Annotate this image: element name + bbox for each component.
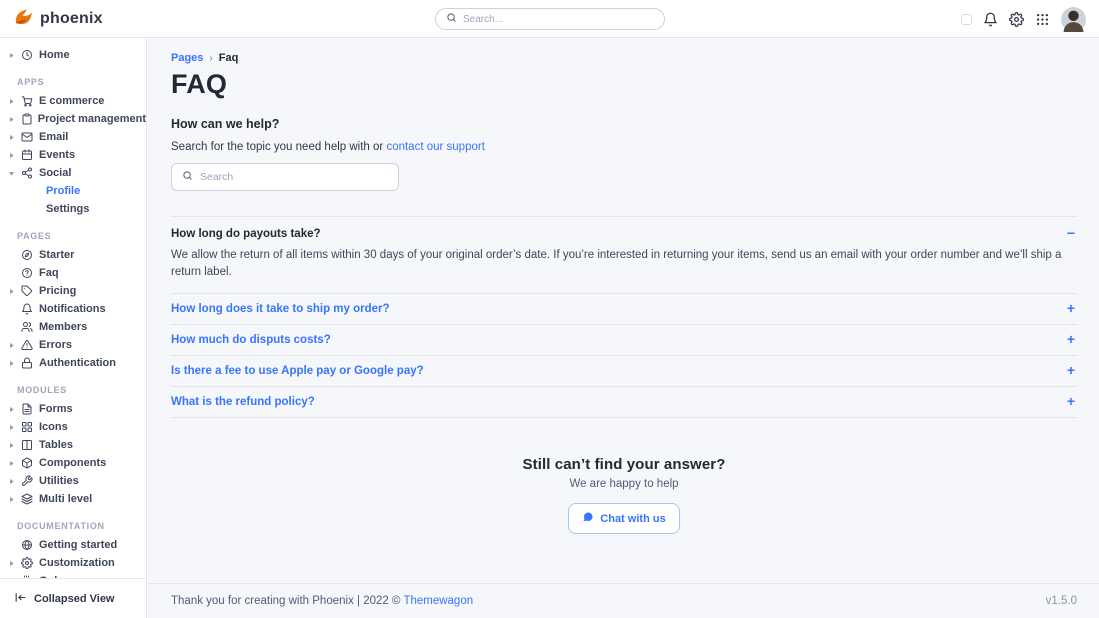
sidebar-item-label: Utilities [39,475,79,487]
faq-question[interactable]: How much do disputs costs? [171,334,331,347]
chat-button-label: Chat with us [600,512,666,525]
sidebar-section-label-apps: APPS [17,77,45,87]
notifications-bell-icon[interactable] [983,12,998,27]
brand-logo[interactable] [0,6,103,32]
faq-question[interactable]: What is the refund policy? [171,396,315,409]
sidebar-item-label: Getting started [39,539,118,551]
tool-icon [21,475,34,487]
chevron-right-icon [8,360,16,367]
main-content [148,38,1099,618]
columns-icon [21,439,34,451]
tag-icon [21,285,34,297]
sidebar-item-label: Social [39,167,72,179]
sidebar-item-notifications[interactable] [0,300,146,318]
chevron-right-icon [8,152,16,159]
sidebar-item-members[interactable] [0,318,146,336]
clipboard-icon [21,113,33,125]
users-icon [21,321,34,333]
sidebar-item-multi-level[interactable] [0,490,146,508]
sidebar-item-label: Multi level [39,493,93,505]
bell-icon [21,303,34,315]
sidebar-item-label: Events [39,149,76,161]
chevron-right-icon [8,116,16,123]
collapsed-view-toggle[interactable] [0,578,146,618]
sidebar-item-label: Icons [39,421,68,433]
chevron-right-icon [8,342,16,349]
sidebar-item-utilities[interactable] [0,472,146,490]
sidebar-item-home[interactable] [0,46,146,64]
phoenix-logo-icon [13,6,34,32]
faq-item-how-long-does-it-take-to-ship-my-order-[interactable] [171,294,1077,325]
expand-plus-icon[interactable]: + [1066,393,1075,410]
sidebar-item-label: Email [39,131,69,143]
mail-icon [21,131,34,143]
sidebar-item-label: Errors [39,339,73,351]
search-icon [182,168,193,186]
collapsed-view-label: Collapsed View [34,592,115,605]
collapse-minus-icon[interactable]: − [1066,225,1075,241]
chevron-right-icon [8,424,16,431]
help-text-prefix: Search for the topic you need help with or [171,141,387,153]
help-text [171,141,1077,153]
file-text-icon [21,403,34,415]
chevron-right-icon [8,406,16,413]
help-circle-icon [21,267,34,279]
share-icon [21,167,34,179]
chat-with-us-button[interactable] [568,503,679,534]
top-search-input[interactable] [463,14,654,25]
chevron-right-icon [8,496,16,503]
sidebar-item-faq[interactable] [0,264,146,282]
sidebar-item-label: Authentication [39,357,116,369]
header-actions [961,0,1086,38]
faq-list [171,216,1077,418]
sidebar-item-label: Components [39,457,107,469]
sidebar-item-errors[interactable] [0,336,146,354]
breadcrumb-pages-link[interactable]: Pages [171,52,204,64]
sidebar-item-label: Pricing [39,285,77,297]
faq-item-is-there-a-fee-to-use-apple-pay-or-googl[interactable] [171,356,1077,387]
cta-section [171,456,1077,534]
sidebar-section-label-modules: MODULES [17,385,67,395]
chevron-right-icon [8,134,16,141]
calendar-icon [21,149,34,161]
footer-text [171,595,473,607]
sidebar-item-pricing[interactable] [0,282,146,300]
chevron-right-icon [8,442,16,449]
sidebar-item-email[interactable] [0,128,146,146]
sidebar-item-events[interactable] [0,146,146,164]
faq-item-what-is-the-refund-policy-[interactable] [171,387,1077,418]
sidebar-item-customization[interactable] [0,554,146,572]
sidebar-item-label: Project management [37,113,146,125]
cart-icon [21,95,34,107]
sidebar-item-label: Faq [39,267,59,279]
theme-toggle[interactable] [961,14,972,25]
apps-grid-icon[interactable] [1035,12,1050,27]
sidebar-item-project-management[interactable] [0,110,146,128]
sidebar-item-social[interactable] [0,164,146,182]
layers-icon [21,493,34,505]
help-heading: How can we help? [171,117,280,131]
sidebar-item-e-commerce[interactable] [0,92,146,110]
sidebar-nav [0,38,146,578]
sidebar-item-tables[interactable] [0,436,146,454]
faq-answer: We allow the return of all items within 30 days of your original order’s date. If you’re interested in returning your items, send us an email with your order number and we’ll ship a return label. [171,249,1062,278]
chevron-right-icon [8,560,16,567]
faq-item-how-long-do-payouts-take-[interactable] [171,217,1077,294]
breadcrumb-current: Faq [218,52,239,64]
sidebar-item-label: Home [39,49,70,61]
sidebar [0,38,147,618]
chat-bubble-icon [582,511,594,526]
settings-gear-icon[interactable] [1009,12,1024,27]
sidebar-item-icons[interactable] [0,418,146,436]
themewagon-link[interactable]: Themewagon [403,595,474,607]
chevron-right-icon [8,288,16,295]
faq-item-how-much-do-disputs-costs-[interactable] [171,325,1077,356]
faq-question[interactable]: How long does it take to ship my order? [171,303,390,316]
gear-icon [21,557,34,569]
faq-search[interactable] [171,163,399,191]
expand-plus-icon[interactable]: + [1066,300,1075,317]
breadcrumb-separator: › [209,52,213,64]
footer [148,583,1099,618]
brand-name: phoenix [40,9,103,27]
footer-text-prefix: Thank you for creating with Phoenix | 2022 © [171,595,404,607]
top-header [0,0,1099,38]
sidebar-item-label: Members [39,321,88,333]
lock-icon [21,357,34,369]
sidebar-item-label: Customization [39,557,115,569]
expand-plus-icon[interactable]: + [1066,362,1075,379]
chevron-right-icon [8,460,16,467]
sidebar-item-getting-started[interactable] [0,536,146,554]
sidebar-item-forms[interactable] [0,400,146,418]
sidebar-item-authentication[interactable] [0,354,146,372]
chevron-right-icon [8,98,16,105]
collapse-arrow-icon [14,591,27,607]
sidebar-item-starter[interactable] [0,246,146,264]
expand-plus-icon[interactable]: + [1066,331,1075,348]
footer-version: v1.5.0 [1045,595,1077,607]
sidebar-section-label-pages: PAGES [17,231,52,241]
sidebar-item-label: Forms [39,403,73,415]
sidebar-item-label: Starter [39,249,75,261]
user-avatar[interactable] [1061,7,1086,32]
faq-question[interactable]: Is there a fee to use Apple pay or Google pay? [171,365,424,378]
chevron-down-icon [8,170,16,177]
package-icon [21,457,34,469]
contact-support-link[interactable]: contact our support [386,141,485,153]
faq-search-input[interactable] [200,171,388,183]
cta-subtitle: We are happy to help [569,478,679,491]
search-icon [446,10,457,28]
faq-question[interactable]: How long do payouts take? [171,228,321,240]
sidebar-item-label: Notifications [39,303,106,315]
sidebar-item-label: Tables [39,439,74,451]
alert-triangle-icon [21,339,34,351]
sidebar-item-label: E commerce [39,95,105,107]
sidebar-subitem-settings[interactable]: Settings [46,203,90,215]
sidebar-subitem-profile[interactable]: Profile [46,185,81,197]
breadcrumb [171,52,1077,64]
page-title: FAQ [171,69,228,99]
top-search[interactable] [435,8,665,30]
globe-icon [21,539,34,551]
cta-title: Still can’t find your answer? [522,456,726,474]
grid-icon [21,421,34,433]
clock-icon [21,49,34,61]
sidebar-section-label-documentation: DOCUMENTATION [17,521,105,531]
compass-icon [21,249,34,261]
sidebar-item-components[interactable] [0,454,146,472]
chevron-right-icon [8,478,16,485]
chevron-right-icon [8,52,16,59]
